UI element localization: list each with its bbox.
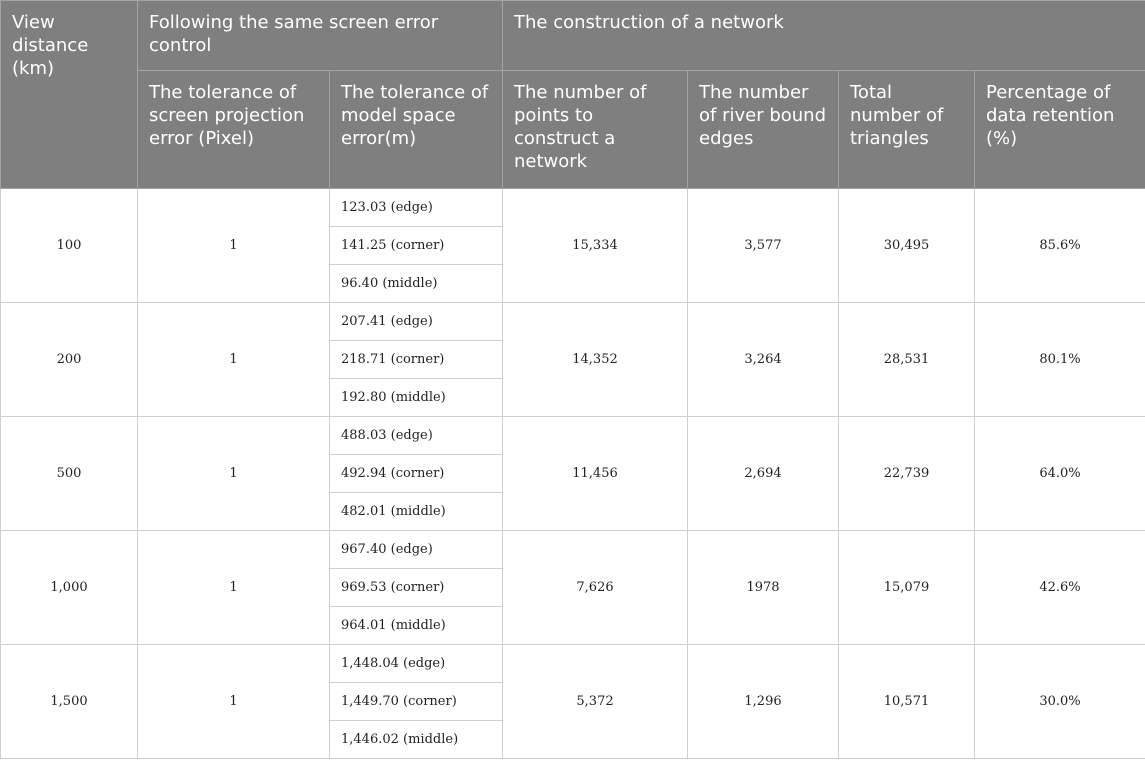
table-row: [1, 303, 1145, 341]
cell-model-error: 964.01 (middle): [330, 607, 503, 645]
cell-triangles: 28,531: [839, 303, 975, 417]
cell-river-edges: 3,577: [688, 189, 839, 303]
cell-retention: 64.0%: [975, 417, 1145, 531]
cell-points: 7,626: [503, 531, 688, 645]
cell-points: 14,352: [503, 303, 688, 417]
cell-model-error: 1,446.02 (middle): [330, 721, 503, 759]
table-row: [1, 531, 1145, 569]
cell-model-error: 207.41 (edge): [330, 303, 503, 341]
header-screen-tolerance: The tolerance of screen projection error (Pixel): [138, 71, 330, 189]
header-retention: Percentage of data retention (%): [975, 71, 1145, 189]
cell-triangles: 10,571: [839, 645, 975, 759]
cell-distance: 1,000: [1, 531, 138, 645]
cell-river-edges: 1978: [688, 531, 839, 645]
cell-pixel-tolerance: 1: [138, 531, 330, 645]
header-model-tolerance: The tolerance of model space error(m): [330, 71, 503, 189]
cell-points: 11,456: [503, 417, 688, 531]
header-triangles: Total number of triangles: [839, 71, 975, 189]
cell-model-error: 123.03 (edge): [330, 189, 503, 227]
header-points: The number of points to construct a network: [503, 71, 688, 189]
cell-model-error: 1,448.04 (edge): [330, 645, 503, 683]
cell-model-error: 96.40 (middle): [330, 265, 503, 303]
table-row: [1, 189, 1145, 227]
cell-retention: 42.6%: [975, 531, 1145, 645]
cell-model-error: 967.40 (edge): [330, 531, 503, 569]
cell-triangles: 15,079: [839, 531, 975, 645]
cell-model-error: 482.01 (middle): [330, 493, 503, 531]
cell-pixel-tolerance: 1: [138, 303, 330, 417]
cell-model-error: 969.53 (corner): [330, 569, 503, 607]
cell-model-error: 218.71 (corner): [330, 341, 503, 379]
cell-retention: 30.0%: [975, 645, 1145, 759]
table-row: [1, 645, 1145, 683]
cell-points: 5,372: [503, 645, 688, 759]
cell-model-error: 192.80 (middle): [330, 379, 503, 417]
header-river-edges: The number of river bound edges: [688, 71, 839, 189]
cell-triangles: 30,495: [839, 189, 975, 303]
cell-river-edges: 3,264: [688, 303, 839, 417]
cell-retention: 80.1%: [975, 303, 1145, 417]
cell-pixel-tolerance: 1: [138, 189, 330, 303]
cell-retention: 85.6%: [975, 189, 1145, 303]
cell-triangles: 22,739: [839, 417, 975, 531]
cell-pixel-tolerance: 1: [138, 417, 330, 531]
header-network-construction: The construction of a network: [503, 1, 1145, 71]
cell-river-edges: 2,694: [688, 417, 839, 531]
cell-distance: 100: [1, 189, 138, 303]
cell-model-error: 488.03 (edge): [330, 417, 503, 455]
header-screen-error-control: Following the same screen error control: [138, 1, 503, 71]
cell-points: 15,334: [503, 189, 688, 303]
cell-river-edges: 1,296: [688, 645, 839, 759]
table-row: [1, 417, 1145, 455]
cell-model-error: 141.25 (corner): [330, 227, 503, 265]
cell-model-error: 1,449.70 (corner): [330, 683, 503, 721]
cell-distance: 500: [1, 417, 138, 531]
header-view-distance: View distance (km): [1, 1, 138, 189]
cell-model-error: 492.94 (corner): [330, 455, 503, 493]
cell-pixel-tolerance: 1: [138, 645, 330, 759]
cell-distance: 200: [1, 303, 138, 417]
cell-distance: 1,500: [1, 645, 138, 759]
